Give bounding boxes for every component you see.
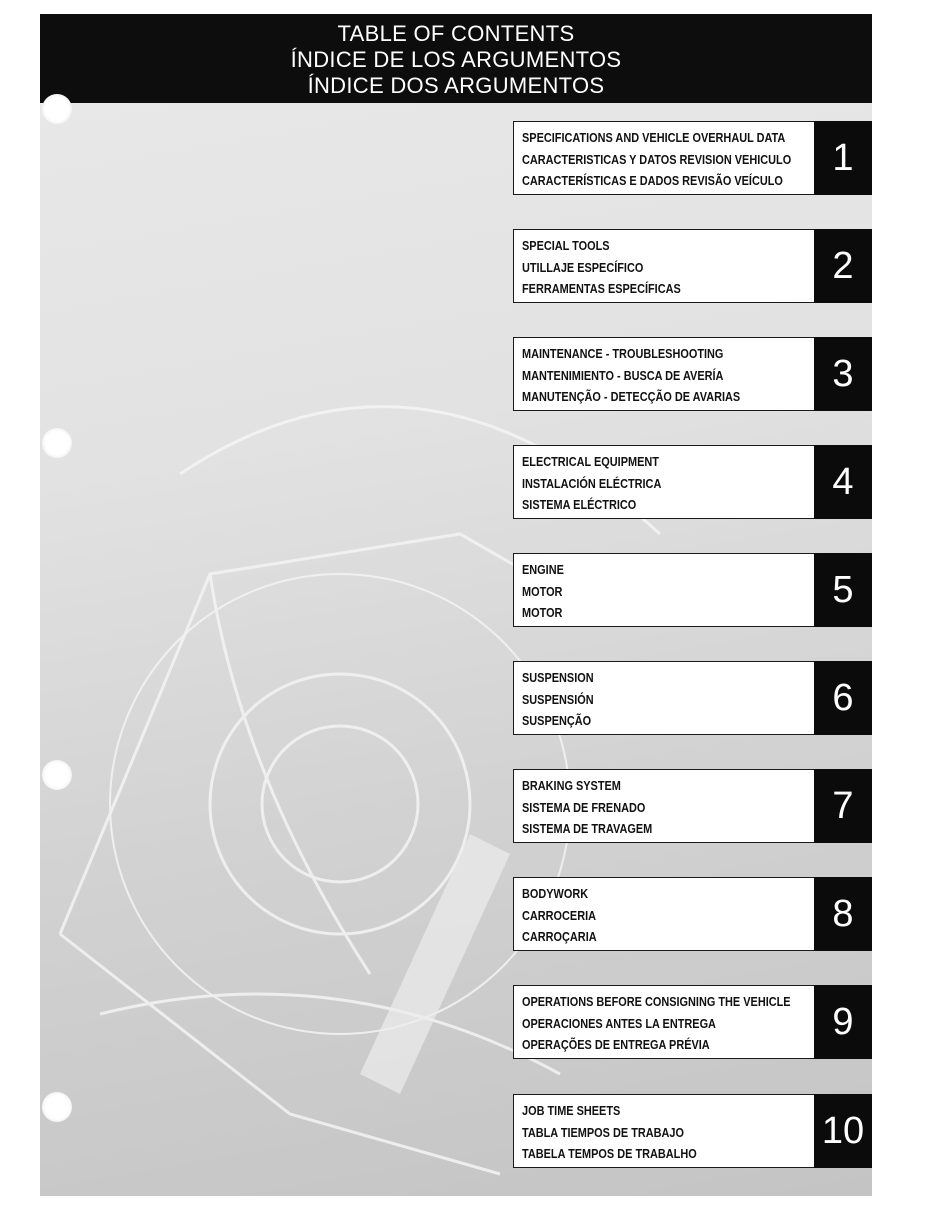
section-title-spanish: MANTENIMIENTO - BUSCA DE AVERÍA xyxy=(522,367,724,383)
section-number: 1 xyxy=(814,121,872,195)
section-title-spanish: CARROCERIA xyxy=(522,907,597,923)
title-portuguese: ÍNDICE DOS ARGUMENTOS xyxy=(307,73,605,98)
section-title-spanish: CARACTERISTICAS Y DATOS REVISION VEHICULO xyxy=(522,151,792,167)
toc-section-9[interactable] xyxy=(513,985,872,1059)
section-title-portuguese: OPERAÇÕES DE ENTREGA PRÉVIA xyxy=(522,1037,710,1052)
section-title-portuguese: MOTOR xyxy=(522,605,563,620)
toc-section-3[interactable] xyxy=(513,337,872,411)
section-title-english: ELECTRICAL EQUIPMENT xyxy=(522,454,659,469)
toc-section-6[interactable] xyxy=(513,661,872,735)
section-number: 6 xyxy=(814,661,872,735)
section-title-english: JOB TIME SHEETS xyxy=(522,1103,621,1118)
section-number: 9 xyxy=(814,985,872,1059)
section-title-english: MAINTENANCE - TROUBLESHOOTING xyxy=(522,346,724,361)
punch-hole xyxy=(42,1092,72,1122)
section-title-english: BODYWORK xyxy=(522,886,589,901)
section-title-spanish: UTILLAJE ESPECÍFICO xyxy=(522,259,644,275)
section-title-english: OPERATIONS BEFORE CONSIGNING THE VEHICLE xyxy=(522,994,791,1009)
toc-section-10[interactable] xyxy=(513,1094,872,1168)
toc-section-4[interactable] xyxy=(513,445,872,519)
section-title-english: SPECIFICATIONS AND VEHICLE OVERHAUL DATA xyxy=(522,130,786,145)
section-title-spanish: TABLA TIEMPOS DE TRABAJO xyxy=(522,1124,684,1140)
table-of-contents-header xyxy=(40,14,872,103)
section-title-portuguese: CARACTERÍSTICAS E DADOS REVISÃO VEÍCULO xyxy=(522,173,783,188)
section-number: 10 xyxy=(814,1094,872,1168)
section-title-english: BRAKING SYSTEM xyxy=(522,778,621,793)
section-title-spanish: SISTEMA DE FRENADO xyxy=(522,799,646,815)
section-title-english: ENGINE xyxy=(522,562,564,577)
section-number: 2 xyxy=(814,229,872,303)
toc-section-5[interactable] xyxy=(513,553,872,627)
section-title-portuguese: TABELA TEMPOS DE TRABALHO xyxy=(522,1146,697,1161)
toc-section-1[interactable] xyxy=(513,121,872,195)
section-title-english: SUSPENSION xyxy=(522,670,594,685)
toc-section-7[interactable] xyxy=(513,769,872,843)
section-number: 7 xyxy=(814,769,872,843)
section-title-spanish: SUSPENSIÓN xyxy=(522,691,594,707)
section-title-english: SPECIAL TOOLS xyxy=(522,238,610,253)
section-number: 5 xyxy=(814,553,872,627)
title-english: TABLE OF CONTENTS xyxy=(337,21,575,46)
section-number: 4 xyxy=(814,445,872,519)
section-title-portuguese: FERRAMENTAS ESPECÍFICAS xyxy=(522,281,681,296)
toc-section-2[interactable] xyxy=(513,229,872,303)
punch-hole xyxy=(42,428,72,458)
section-title-spanish: INSTALACIÓN ELÉCTRICA xyxy=(522,475,662,491)
punch-hole xyxy=(42,760,72,790)
punch-hole xyxy=(42,94,72,124)
section-title-portuguese: CARROÇARIA xyxy=(522,929,597,944)
section-number: 3 xyxy=(814,337,872,411)
section-title-spanish: OPERACIONES ANTES LA ENTREGA xyxy=(522,1015,716,1031)
section-title-portuguese: SISTEMA DE TRAVAGEM xyxy=(522,821,653,836)
section-title-portuguese: MANUTENÇÃO - DETECÇÃO DE AVARIAS xyxy=(522,389,741,404)
section-title-spanish: MOTOR xyxy=(522,583,563,599)
section-number: 8 xyxy=(814,877,872,951)
section-title-portuguese: SUSPENÇÃO xyxy=(522,713,592,728)
toc-section-8[interactable] xyxy=(513,877,872,951)
title-spanish: ÍNDICE DE LOS ARGUMENTOS xyxy=(290,47,622,72)
section-title-portuguese: SISTEMA ELÉCTRICO xyxy=(522,497,637,512)
